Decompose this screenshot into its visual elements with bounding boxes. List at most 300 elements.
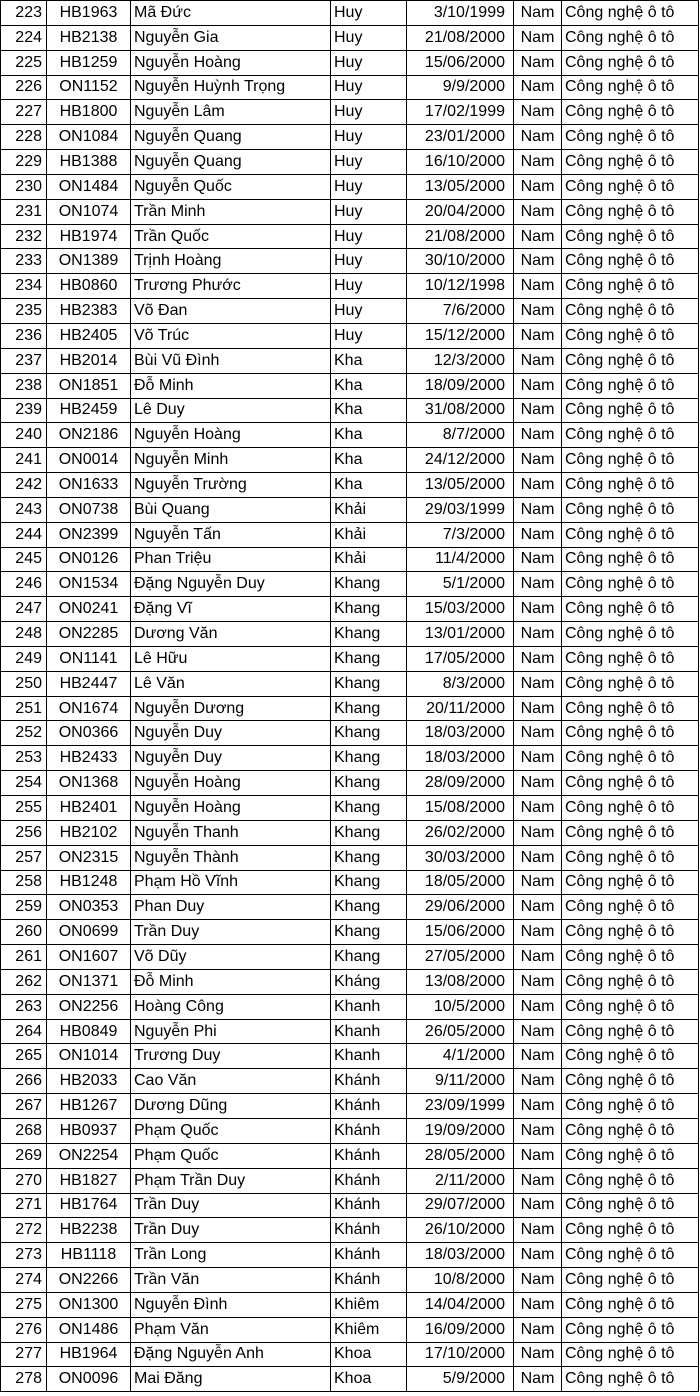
major-cell: Công nghệ ô tô: [562, 671, 699, 696]
gender-cell: Nam: [514, 75, 562, 100]
birth-date-cell: 10/5/2000: [407, 994, 514, 1019]
student-code-cell: HB1267: [47, 1094, 131, 1119]
gender-cell: Nam: [514, 522, 562, 547]
major-cell: Công nghệ ô tô: [562, 820, 699, 845]
table-row: [1, 845, 699, 870]
first-name-cell: Khoa: [331, 1367, 407, 1392]
row-number-cell: 244: [1, 522, 47, 547]
table-row: [1, 597, 699, 622]
last-name-cell: Dương Dũng: [131, 1094, 331, 1119]
major-cell: Công nghệ ô tô: [562, 1, 699, 26]
birth-date-cell: 15/12/2000: [407, 323, 514, 348]
gender-cell: Nam: [514, 671, 562, 696]
first-name-cell: Khánh: [331, 1243, 407, 1268]
gender-cell: Nam: [514, 1069, 562, 1094]
major-cell: Công nghệ ô tô: [562, 622, 699, 647]
first-name-cell: Kha: [331, 423, 407, 448]
last-name-cell: Trịnh Hoàng: [131, 249, 331, 274]
birth-date-cell: 3/10/1999: [407, 1, 514, 26]
last-name-cell: Cao Văn: [131, 1069, 331, 1094]
student-code-cell: ON0096: [47, 1367, 131, 1392]
birth-date-cell: 4/1/2000: [407, 1044, 514, 1069]
major-cell: Công nghệ ô tô: [562, 50, 699, 75]
row-number-cell: 251: [1, 696, 47, 721]
gender-cell: Nam: [514, 274, 562, 299]
major-cell: Công nghệ ô tô: [562, 1268, 699, 1293]
student-code-cell: HB1248: [47, 870, 131, 895]
student-code-cell: HB2102: [47, 820, 131, 845]
table-row: [1, 274, 699, 299]
table-row: [1, 1342, 699, 1367]
last-name-cell: Nguyễn Duy: [131, 721, 331, 746]
major-cell: Công nghệ ô tô: [562, 1069, 699, 1094]
row-number-cell: 261: [1, 945, 47, 970]
birth-date-cell: 20/11/2000: [407, 696, 514, 721]
major-cell: Công nghệ ô tô: [562, 696, 699, 721]
last-name-cell: Trần Duy: [131, 920, 331, 945]
first-name-cell: Khải: [331, 522, 407, 547]
table-row: [1, 1292, 699, 1317]
gender-cell: Nam: [514, 348, 562, 373]
major-cell: Công nghệ ô tô: [562, 895, 699, 920]
major-cell: Công nghệ ô tô: [562, 125, 699, 150]
first-name-cell: Khiêm: [331, 1317, 407, 1342]
first-name-cell: Khánh: [331, 1069, 407, 1094]
student-code-cell: ON2285: [47, 622, 131, 647]
table-row: [1, 1367, 699, 1392]
table-row: [1, 1218, 699, 1243]
first-name-cell: Kháng: [331, 969, 407, 994]
gender-cell: Nam: [514, 1, 562, 26]
gender-cell: Nam: [514, 398, 562, 423]
row-number-cell: 265: [1, 1044, 47, 1069]
birth-date-cell: 18/05/2000: [407, 870, 514, 895]
table-row: [1, 895, 699, 920]
gender-cell: Nam: [514, 1019, 562, 1044]
row-number-cell: 237: [1, 348, 47, 373]
last-name-cell: Bùi Vũ Đình: [131, 348, 331, 373]
birth-date-cell: 13/01/2000: [407, 622, 514, 647]
last-name-cell: Nguyễn Thanh: [131, 820, 331, 845]
birth-date-cell: 16/10/2000: [407, 150, 514, 175]
row-number-cell: 240: [1, 423, 47, 448]
last-name-cell: Đặng Nguyễn Anh: [131, 1342, 331, 1367]
student-code-cell: ON0126: [47, 547, 131, 572]
birth-date-cell: 8/7/2000: [407, 423, 514, 448]
table-row: [1, 646, 699, 671]
last-name-cell: Phạm Quốc: [131, 1143, 331, 1168]
birth-date-cell: 30/10/2000: [407, 249, 514, 274]
gender-cell: Nam: [514, 1292, 562, 1317]
first-name-cell: Kha: [331, 398, 407, 423]
table-row: [1, 522, 699, 547]
row-number-cell: 263: [1, 994, 47, 1019]
major-cell: Công nghệ ô tô: [562, 547, 699, 572]
birth-date-cell: 18/03/2000: [407, 721, 514, 746]
major-cell: Công nghệ ô tô: [562, 945, 699, 970]
table-row: [1, 796, 699, 821]
row-number-cell: 232: [1, 224, 47, 249]
first-name-cell: Khang: [331, 945, 407, 970]
row-number-cell: 276: [1, 1317, 47, 1342]
first-name-cell: Khải: [331, 547, 407, 572]
first-name-cell: Khang: [331, 870, 407, 895]
student-code-cell: HB2447: [47, 671, 131, 696]
row-number-cell: 248: [1, 622, 47, 647]
student-code-cell: ON2399: [47, 522, 131, 547]
row-number-cell: 231: [1, 199, 47, 224]
student-code-cell: HB1388: [47, 150, 131, 175]
student-code-cell: ON1484: [47, 174, 131, 199]
row-number-cell: 229: [1, 150, 47, 175]
first-name-cell: Khang: [331, 572, 407, 597]
major-cell: Công nghệ ô tô: [562, 100, 699, 125]
student-code-cell: HB2238: [47, 1218, 131, 1243]
row-number-cell: 258: [1, 870, 47, 895]
table-row: [1, 746, 699, 771]
last-name-cell: Trần Duy: [131, 1218, 331, 1243]
first-name-cell: Huy: [331, 249, 407, 274]
gender-cell: Nam: [514, 920, 562, 945]
last-name-cell: Phan Triệu: [131, 547, 331, 572]
major-cell: Công nghệ ô tô: [562, 249, 699, 274]
birth-date-cell: 28/09/2000: [407, 771, 514, 796]
student-code-cell: ON2254: [47, 1143, 131, 1168]
student-code-cell: ON2315: [47, 845, 131, 870]
student-code-cell: HB1974: [47, 224, 131, 249]
birth-date-cell: 5/1/2000: [407, 572, 514, 597]
student-code-cell: ON1607: [47, 945, 131, 970]
table-row: [1, 1243, 699, 1268]
student-code-cell: HB2433: [47, 746, 131, 771]
major-cell: Công nghệ ô tô: [562, 224, 699, 249]
gender-cell: Nam: [514, 969, 562, 994]
birth-date-cell: 15/06/2000: [407, 50, 514, 75]
table-row: [1, 323, 699, 348]
first-name-cell: Huy: [331, 25, 407, 50]
student-code-cell: HB2459: [47, 398, 131, 423]
last-name-cell: Phạm Hồ Vĩnh: [131, 870, 331, 895]
birth-date-cell: 8/3/2000: [407, 671, 514, 696]
first-name-cell: Khang: [331, 771, 407, 796]
row-number-cell: 245: [1, 547, 47, 572]
major-cell: Công nghệ ô tô: [562, 1019, 699, 1044]
major-cell: Công nghệ ô tô: [562, 1044, 699, 1069]
table-row: [1, 994, 699, 1019]
gender-cell: Nam: [514, 1367, 562, 1392]
gender-cell: Nam: [514, 870, 562, 895]
table-row: [1, 1094, 699, 1119]
student-code-cell: HB0937: [47, 1118, 131, 1143]
gender-cell: Nam: [514, 796, 562, 821]
major-cell: Công nghệ ô tô: [562, 373, 699, 398]
birth-date-cell: 20/04/2000: [407, 199, 514, 224]
first-name-cell: Khanh: [331, 1019, 407, 1044]
gender-cell: Nam: [514, 646, 562, 671]
major-cell: Công nghệ ô tô: [562, 423, 699, 448]
birth-date-cell: 13/05/2000: [407, 174, 514, 199]
gender-cell: Nam: [514, 721, 562, 746]
table-row: [1, 1069, 699, 1094]
row-number-cell: 270: [1, 1168, 47, 1193]
first-name-cell: Khang: [331, 622, 407, 647]
major-cell: Công nghệ ô tô: [562, 1292, 699, 1317]
last-name-cell: Mai Đăng: [131, 1367, 331, 1392]
first-name-cell: Huy: [331, 274, 407, 299]
table-row: [1, 721, 699, 746]
table-row: [1, 150, 699, 175]
first-name-cell: Khoa: [331, 1342, 407, 1367]
major-cell: Công nghệ ô tô: [562, 150, 699, 175]
last-name-cell: Dương Văn: [131, 622, 331, 647]
student-code-cell: HB1259: [47, 50, 131, 75]
first-name-cell: Huy: [331, 1, 407, 26]
table-row: [1, 696, 699, 721]
first-name-cell: Khang: [331, 671, 407, 696]
student-code-cell: HB0849: [47, 1019, 131, 1044]
table-row: [1, 348, 699, 373]
birth-date-cell: 17/05/2000: [407, 646, 514, 671]
major-cell: Công nghệ ô tô: [562, 1143, 699, 1168]
birth-date-cell: 26/10/2000: [407, 1218, 514, 1243]
major-cell: Công nghệ ô tô: [562, 920, 699, 945]
student-code-cell: ON1674: [47, 696, 131, 721]
first-name-cell: Khải: [331, 497, 407, 522]
row-number-cell: 269: [1, 1143, 47, 1168]
gender-cell: Nam: [514, 945, 562, 970]
last-name-cell: Nguyễn Tấn: [131, 522, 331, 547]
major-cell: Công nghệ ô tô: [562, 969, 699, 994]
last-name-cell: Nguyễn Thành: [131, 845, 331, 870]
major-cell: Công nghệ ô tô: [562, 1367, 699, 1392]
student-code-cell: HB2383: [47, 299, 131, 324]
student-code-cell: HB2401: [47, 796, 131, 821]
student-code-cell: HB1963: [47, 1, 131, 26]
first-name-cell: Huy: [331, 125, 407, 150]
row-number-cell: 247: [1, 597, 47, 622]
major-cell: Công nghệ ô tô: [562, 1317, 699, 1342]
major-cell: Công nghệ ô tô: [562, 25, 699, 50]
last-name-cell: Nguyễn Gia: [131, 25, 331, 50]
major-cell: Công nghệ ô tô: [562, 1218, 699, 1243]
last-name-cell: Trương Phước: [131, 274, 331, 299]
gender-cell: Nam: [514, 150, 562, 175]
birth-date-cell: 29/06/2000: [407, 895, 514, 920]
first-name-cell: Huy: [331, 299, 407, 324]
gender-cell: Nam: [514, 199, 562, 224]
last-name-cell: Phạm Trần Duy: [131, 1168, 331, 1193]
row-number-cell: 259: [1, 895, 47, 920]
first-name-cell: Huy: [331, 224, 407, 249]
first-name-cell: Kha: [331, 373, 407, 398]
first-name-cell: Khánh: [331, 1118, 407, 1143]
table-row: [1, 820, 699, 845]
table-row: [1, 473, 699, 498]
first-name-cell: Khang: [331, 845, 407, 870]
last-name-cell: Trần Minh: [131, 199, 331, 224]
birth-date-cell: 29/07/2000: [407, 1193, 514, 1218]
gender-cell: Nam: [514, 771, 562, 796]
table-body: [1, 1, 699, 1392]
birth-date-cell: 29/03/1999: [407, 497, 514, 522]
last-name-cell: Nguyễn Huỳnh Trọng: [131, 75, 331, 100]
row-number-cell: 266: [1, 1069, 47, 1094]
gender-cell: Nam: [514, 845, 562, 870]
major-cell: Công nghệ ô tô: [562, 1193, 699, 1218]
last-name-cell: Phạm Văn: [131, 1317, 331, 1342]
table-row: [1, 373, 699, 398]
student-code-cell: ON1371: [47, 969, 131, 994]
table-row: [1, 572, 699, 597]
student-code-cell: ON1486: [47, 1317, 131, 1342]
birth-date-cell: 19/09/2000: [407, 1118, 514, 1143]
birth-date-cell: 23/09/1999: [407, 1094, 514, 1119]
table-row: [1, 671, 699, 696]
major-cell: Công nghệ ô tô: [562, 597, 699, 622]
first-name-cell: Khanh: [331, 994, 407, 1019]
first-name-cell: Khánh: [331, 1143, 407, 1168]
student-code-cell: ON1389: [47, 249, 131, 274]
first-name-cell: Khánh: [331, 1193, 407, 1218]
row-number-cell: 230: [1, 174, 47, 199]
gender-cell: Nam: [514, 373, 562, 398]
first-name-cell: Khánh: [331, 1094, 407, 1119]
table-row: [1, 224, 699, 249]
last-name-cell: Trần Quốc: [131, 224, 331, 249]
row-number-cell: 234: [1, 274, 47, 299]
student-code-cell: ON0014: [47, 448, 131, 473]
first-name-cell: Khanh: [331, 1044, 407, 1069]
birth-date-cell: 9/11/2000: [407, 1069, 514, 1094]
table-row: [1, 199, 699, 224]
student-code-cell: ON1300: [47, 1292, 131, 1317]
birth-date-cell: 10/8/2000: [407, 1268, 514, 1293]
gender-cell: Nam: [514, 249, 562, 274]
gender-cell: Nam: [514, 1342, 562, 1367]
last-name-cell: Hoàng Công: [131, 994, 331, 1019]
major-cell: Công nghệ ô tô: [562, 1243, 699, 1268]
major-cell: Công nghệ ô tô: [562, 771, 699, 796]
row-number-cell: 227: [1, 100, 47, 125]
birth-date-cell: 15/08/2000: [407, 796, 514, 821]
gender-cell: Nam: [514, 25, 562, 50]
student-code-cell: HB1964: [47, 1342, 131, 1367]
student-code-cell: ON0241: [47, 597, 131, 622]
student-code-cell: ON2256: [47, 994, 131, 1019]
birth-date-cell: 18/03/2000: [407, 746, 514, 771]
student-code-cell: HB0860: [47, 274, 131, 299]
first-name-cell: Kha: [331, 473, 407, 498]
major-cell: Công nghệ ô tô: [562, 1118, 699, 1143]
gender-cell: Nam: [514, 448, 562, 473]
row-number-cell: 271: [1, 1193, 47, 1218]
gender-cell: Nam: [514, 622, 562, 647]
table-row: [1, 870, 699, 895]
last-name-cell: Phạm Quốc: [131, 1118, 331, 1143]
last-name-cell: Trần Long: [131, 1243, 331, 1268]
row-number-cell: 267: [1, 1094, 47, 1119]
birth-date-cell: 16/09/2000: [407, 1317, 514, 1342]
table-row: [1, 100, 699, 125]
student-code-cell: ON2186: [47, 423, 131, 448]
first-name-cell: Khánh: [331, 1218, 407, 1243]
birth-date-cell: 26/02/2000: [407, 820, 514, 845]
last-name-cell: Trương Duy: [131, 1044, 331, 1069]
gender-cell: Nam: [514, 547, 562, 572]
table-row: [1, 50, 699, 75]
first-name-cell: Khánh: [331, 1168, 407, 1193]
major-cell: Công nghệ ô tô: [562, 1094, 699, 1119]
student-code-cell: HB1118: [47, 1243, 131, 1268]
birth-date-cell: 23/01/2000: [407, 125, 514, 150]
last-name-cell: Đặng Vĩ: [131, 597, 331, 622]
birth-date-cell: 21/08/2000: [407, 25, 514, 50]
student-code-cell: ON1141: [47, 646, 131, 671]
last-name-cell: Nguyễn Đình: [131, 1292, 331, 1317]
major-cell: Công nghệ ô tô: [562, 75, 699, 100]
table-row: [1, 448, 699, 473]
gender-cell: Nam: [514, 1094, 562, 1119]
last-name-cell: Nguyễn Quang: [131, 150, 331, 175]
student-code-cell: ON0699: [47, 920, 131, 945]
row-number-cell: 250: [1, 671, 47, 696]
student-code-cell: ON0738: [47, 497, 131, 522]
major-cell: Công nghệ ô tô: [562, 721, 699, 746]
last-name-cell: Nguyễn Hoàng: [131, 796, 331, 821]
row-number-cell: 260: [1, 920, 47, 945]
major-cell: Công nghệ ô tô: [562, 796, 699, 821]
gender-cell: Nam: [514, 1143, 562, 1168]
table-row: [1, 1193, 699, 1218]
table-row: [1, 398, 699, 423]
birth-date-cell: 17/10/2000: [407, 1342, 514, 1367]
student-code-cell: HB1827: [47, 1168, 131, 1193]
birth-date-cell: 11/4/2000: [407, 547, 514, 572]
last-name-cell: Nguyễn Hoàng: [131, 771, 331, 796]
row-number-cell: 254: [1, 771, 47, 796]
last-name-cell: Võ Trúc: [131, 323, 331, 348]
last-name-cell: Nguyễn Quang: [131, 125, 331, 150]
table-row: [1, 423, 699, 448]
gender-cell: Nam: [514, 1118, 562, 1143]
first-name-cell: Khang: [331, 895, 407, 920]
last-name-cell: Nguyễn Phi: [131, 1019, 331, 1044]
birth-date-cell: 5/9/2000: [407, 1367, 514, 1392]
major-cell: Công nghệ ô tô: [562, 845, 699, 870]
major-cell: Công nghệ ô tô: [562, 323, 699, 348]
gender-cell: Nam: [514, 1218, 562, 1243]
table-row: [1, 771, 699, 796]
first-name-cell: Kha: [331, 348, 407, 373]
gender-cell: Nam: [514, 696, 562, 721]
last-name-cell: Nguyễn Hoàng: [131, 50, 331, 75]
table-row: [1, 249, 699, 274]
first-name-cell: Khang: [331, 920, 407, 945]
student-code-cell: ON1084: [47, 125, 131, 150]
last-name-cell: Võ Dũy: [131, 945, 331, 970]
table-row: [1, 945, 699, 970]
table-row: [1, 1044, 699, 1069]
first-name-cell: Khang: [331, 820, 407, 845]
birth-date-cell: 10/12/1998: [407, 274, 514, 299]
row-number-cell: 257: [1, 845, 47, 870]
last-name-cell: Trần Duy: [131, 1193, 331, 1218]
last-name-cell: Lê Văn: [131, 671, 331, 696]
row-number-cell: 273: [1, 1243, 47, 1268]
gender-cell: Nam: [514, 895, 562, 920]
birth-date-cell: 18/03/2000: [407, 1243, 514, 1268]
table-row: [1, 1168, 699, 1193]
